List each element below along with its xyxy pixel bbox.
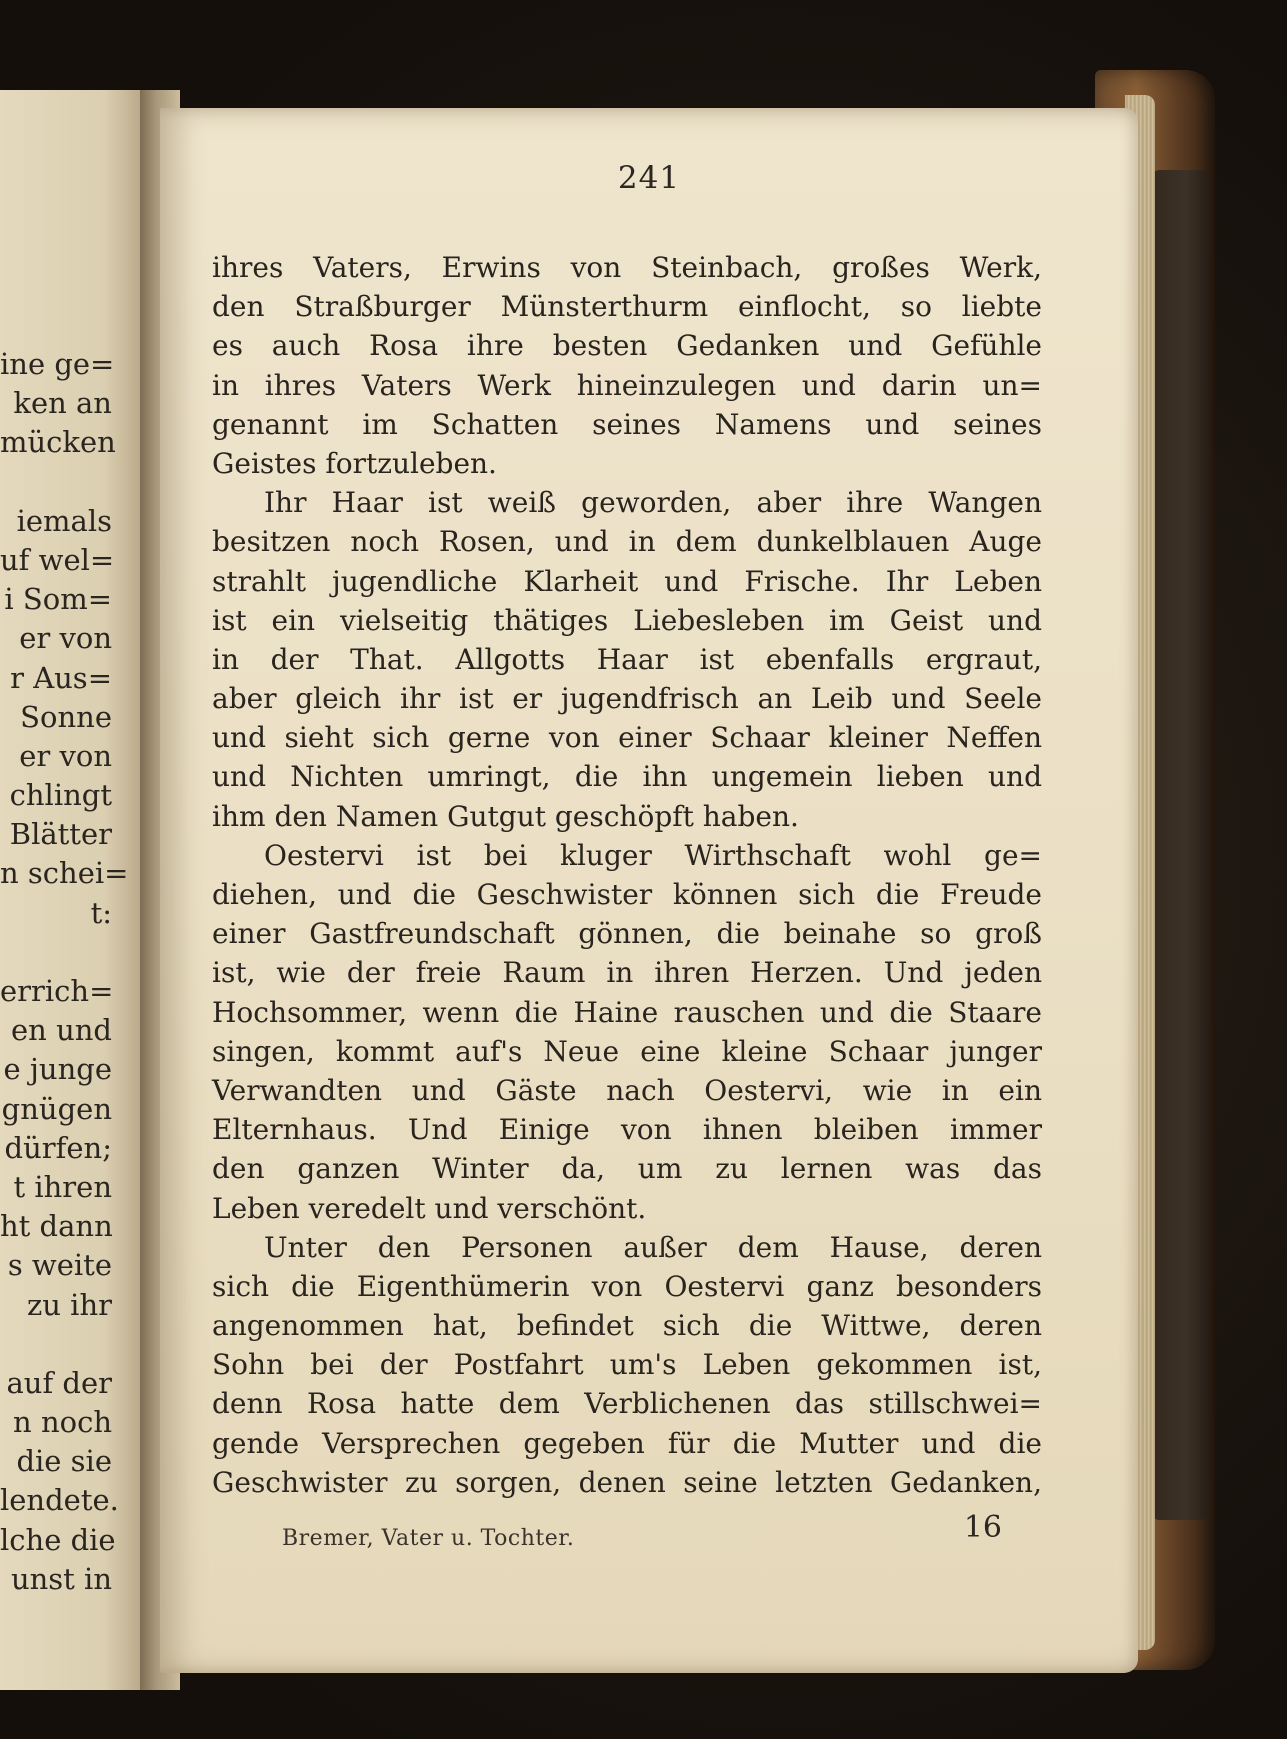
text-line: es auch Rosa ihre besten Gedanken und Gefühle <box>212 329 1042 363</box>
text-line: Verwandten und Gäste nach Oestervi, wie in ein <box>212 1073 1042 1107</box>
text-line: und Nichten umringt, die ihn ungemein lieben und <box>212 760 1042 794</box>
left-page-line: uf wel= <box>0 542 115 577</box>
text-line: besitzen noch Rosen, und in dem dunkelblauen Auge <box>212 525 1042 559</box>
left-page-line: Sonne <box>20 699 112 734</box>
text-line: gende Versprechen gegeben für die Mutter und die <box>212 1426 1042 1460</box>
text-line: Ihr Haar ist weiß geworden, aber ihre Wangen <box>264 486 1042 520</box>
left-page-line: chlingt <box>9 778 112 813</box>
left-page-line: en und <box>11 1013 112 1048</box>
text-line: ist ein vielseitig thätiges Liebesleben im Geist und <box>212 603 1042 637</box>
left-page-line: unst in <box>10 1561 112 1596</box>
left-page-line: n noch <box>13 1405 112 1440</box>
left-page-line: lendete. <box>0 1483 119 1518</box>
left-page-line: die sie <box>16 1444 112 1479</box>
left-page-text <box>0 345 129 1599</box>
left-page-line: zu ihr <box>27 1287 112 1322</box>
text-line: ist, wie der freie Raum in ihren Herzen. Und jeden <box>212 956 1042 990</box>
text-line: und sieht sich gerne von einer Schaar kleiner Neffen <box>212 721 1042 755</box>
left-page-line: ine ge= <box>0 347 115 381</box>
left-facing-page <box>0 90 150 1690</box>
text-line: denn Rosa hatte dem Verblichenen das stillschwei= <box>212 1387 1042 1421</box>
left-page-line: ht dann <box>0 1209 113 1244</box>
left-page-line: i Som= <box>4 582 112 617</box>
text-line: den ganzen Winter da, um zu lernen was das <box>212 1152 1042 1186</box>
text-line: einer Gastfreundschaft gönnen, die beinahe so groß <box>212 917 1042 951</box>
text-line: Leben veredelt und verschönt. <box>212 1191 647 1225</box>
text-line: ihres Vaters, Erwins von Steinbach, großes Werk, <box>212 251 1042 284</box>
text-line: Hochsommer, wenn die Haine rauschen und die Staare <box>212 995 1042 1029</box>
left-page-line <box>0 933 112 972</box>
text-line: in ihres Vaters Werk hineinzulegen und darin un= <box>212 368 1042 402</box>
text-line: Geistes fortzuleben. <box>212 446 497 480</box>
left-page-line: Blätter <box>9 817 112 852</box>
text-line: singen, kommt auf's Neue eine kleine Schaar junger <box>212 1034 1042 1068</box>
text-line: Sohn bei der Postfahrt um's Leben gekommen ist, <box>212 1348 1042 1382</box>
right-page <box>160 108 1138 1673</box>
text-line: den Straßburger Münsterthurm einflocht, so liebte <box>212 290 1042 324</box>
text-line: sich die Eigenthümerin von Oestervi ganz besonders <box>212 1269 1042 1303</box>
left-page-line: errich= <box>0 974 114 1008</box>
text-line: genannt im Schatten seines Namens und seines <box>212 407 1042 441</box>
left-page-line: mücken <box>0 425 116 460</box>
text-line: aber gleich ihr ist er jugendfrisch an Leib und Seele <box>212 682 1042 716</box>
text-line: angenommen hat, befindet sich die Wittwe, deren <box>212 1309 1042 1343</box>
page-number: 241 <box>617 160 681 196</box>
left-page-line: er von <box>19 621 112 656</box>
page-body-text <box>212 248 1042 1502</box>
left-page-line: dürfen; <box>4 1130 112 1165</box>
left-page-line: t ihren <box>13 1169 112 1204</box>
left-page-line: r Aus= <box>10 660 112 695</box>
text-line: diehen, und die Geschwister können sich die Freude <box>212 878 1042 911</box>
left-page-line: gnügen <box>1 1091 112 1126</box>
footer-book-title: Bremer, Vater u. Tochter. <box>282 1526 575 1551</box>
left-page-line: e junge <box>3 1052 112 1087</box>
left-page-line: er von <box>19 738 112 773</box>
text-line: Unter den Personen außer dem Hause, deren <box>264 1230 1042 1264</box>
left-page-line <box>0 1325 112 1364</box>
text-line: strahlt jugendliche Klarheit und Frische. Ihr Leben <box>212 564 1042 598</box>
cover-spine-patch <box>1150 170 1210 1520</box>
text-line: Geschwister zu sorgen, denen seine letzten Gedanken, <box>212 1465 1042 1499</box>
text-line: Elternhaus. Und Einige von ihnen bleiben immer <box>212 1113 1042 1147</box>
text-line: ihm den Namen Gutgut geschöpft haben. <box>212 799 799 833</box>
text-line: Oestervi ist bei kluger Wirthschaft wohl ge= <box>264 838 1042 872</box>
left-page-line: n schei= <box>0 856 129 891</box>
left-page-line <box>0 463 112 502</box>
left-page-line: lche die <box>0 1522 116 1557</box>
page-footer <box>212 1510 1042 1558</box>
left-page-line: auf der <box>6 1365 112 1400</box>
left-page-line: iemals <box>16 503 112 538</box>
left-page-line: t: <box>90 895 112 930</box>
left-page-line: s weite <box>7 1248 112 1283</box>
text-line: in der That. Allgotts Haar ist ebenfalls ergraut, <box>212 642 1042 676</box>
left-page-line: ken an <box>13 386 112 421</box>
signature-mark: 16 <box>963 1510 1002 1545</box>
